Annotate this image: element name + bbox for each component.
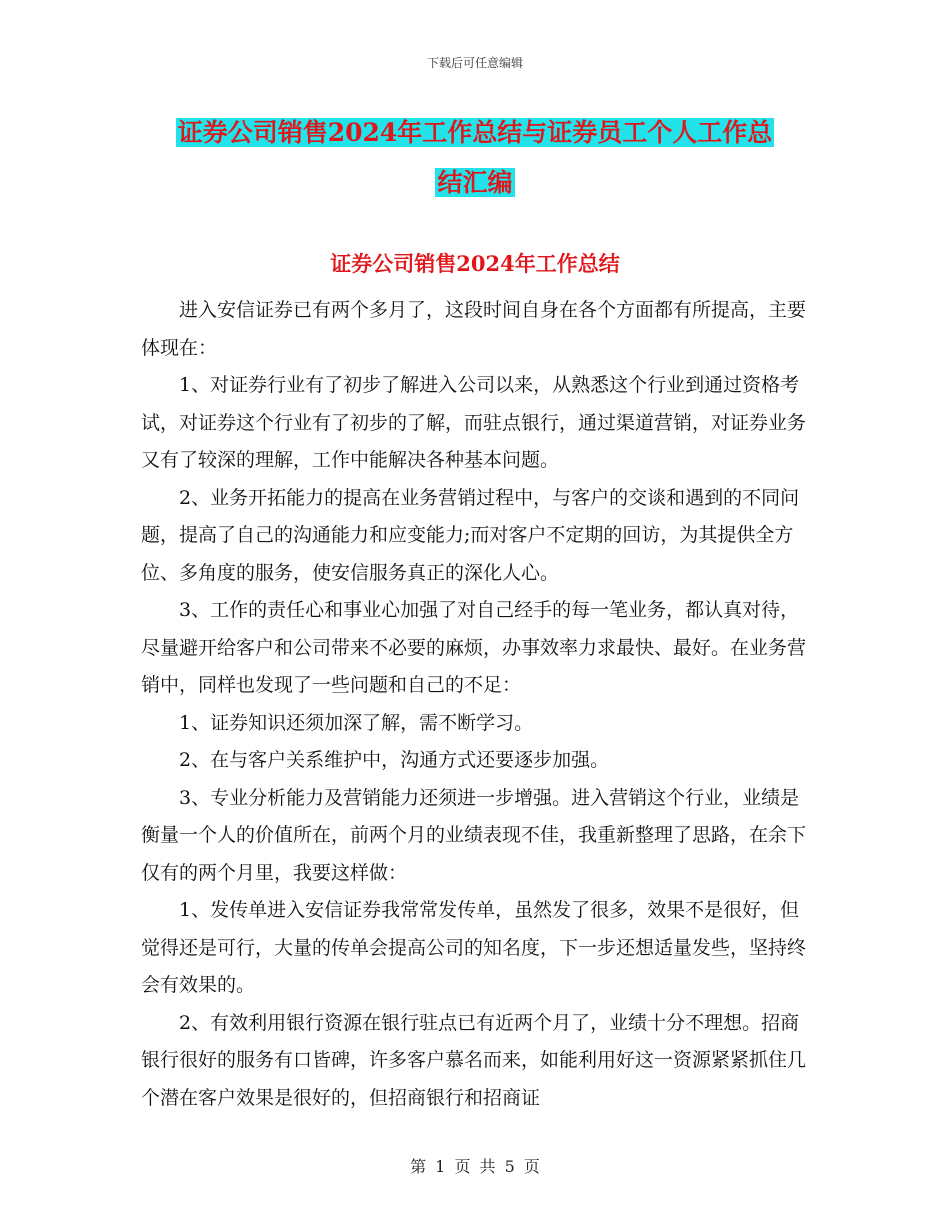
section-title: 证券公司销售2024年工作总结 [330, 251, 620, 276]
title-line-2 [0, 158, 950, 208]
paragraph: 2、业务开拓能力的提高在业务营销过程中，与客户的交谈和遇到的不同问题，提高了自己的沟通能力和应变能力;而对客户不定期的回访，为其提供全方位、多角度的服务，使安信服务真正的深化人心。 [141, 486, 800, 584]
paragraph: 1、发传单进入安信证券我常常发传单，虽然发了很多，效果不是很好，但觉得还是可行，大量的传单会提高公司的知名度，下一步还想适量发些，坚持终会有效果的。 [141, 899, 807, 996]
title-line-1 [0, 108, 950, 158]
paragraph: 2、在与客户关系维护中，沟通方式还要逐步加强。 [179, 749, 610, 771]
paragraph: 3、工作的责任心和事业心加强了对自己经手的每一笔业务，都认真对待，尽量避开给客户和公司带来不必要的麻烦，办事效率力求最快、最好。在业务营销中，同样也发现了一些问题和自己的不足： [141, 599, 807, 696]
paragraph: 3、专业分析能力及营销能力还须进一步增强。进入营销这个行业，业绩是衡量一个人的价值所在，前两个月的业绩表现不佳，我重新整理了思路，在余下仅有的两个月里，我要这样做： [141, 786, 807, 884]
paragraph: 1、证券知识还须加深了解，需不断学习。 [179, 711, 534, 734]
title-line-2-text: 结汇编 [437, 168, 513, 197]
paragraph: 1、对证券行业有了初步了解进入公司以来，从熟悉这个行业到通过资格考试，对证券这个行业有了初步的了解，而驻点银行，通过渠道营销，对证券业务又有了较深的理解，工作中能解决各种基本问题。 [141, 374, 807, 471]
paragraph: 进入安信证券已有两个多月了，这段时间自身在各个方面都有所提高，主要体现在： [141, 299, 807, 359]
document-title [0, 108, 950, 208]
header-note: 下载后可任意编辑 [426, 56, 523, 70]
paragraph: 2、有效利用银行资源在银行驻点已有近两个月了，业绩十分不理想。招商银行很好的服务有口皆碑，许多客户慕名而来，如能利用好这一资源紧紧抓住几个潜在客户效果是很好的，但招商银行和招商证 [141, 1011, 807, 1109]
title-line-1-text: 证券公司销售2024年工作总结与证券员工个人工作总 [177, 118, 773, 147]
body-text [141, 292, 811, 1117]
page-footer: 第 1 页 共 5 页 [410, 1157, 540, 1176]
